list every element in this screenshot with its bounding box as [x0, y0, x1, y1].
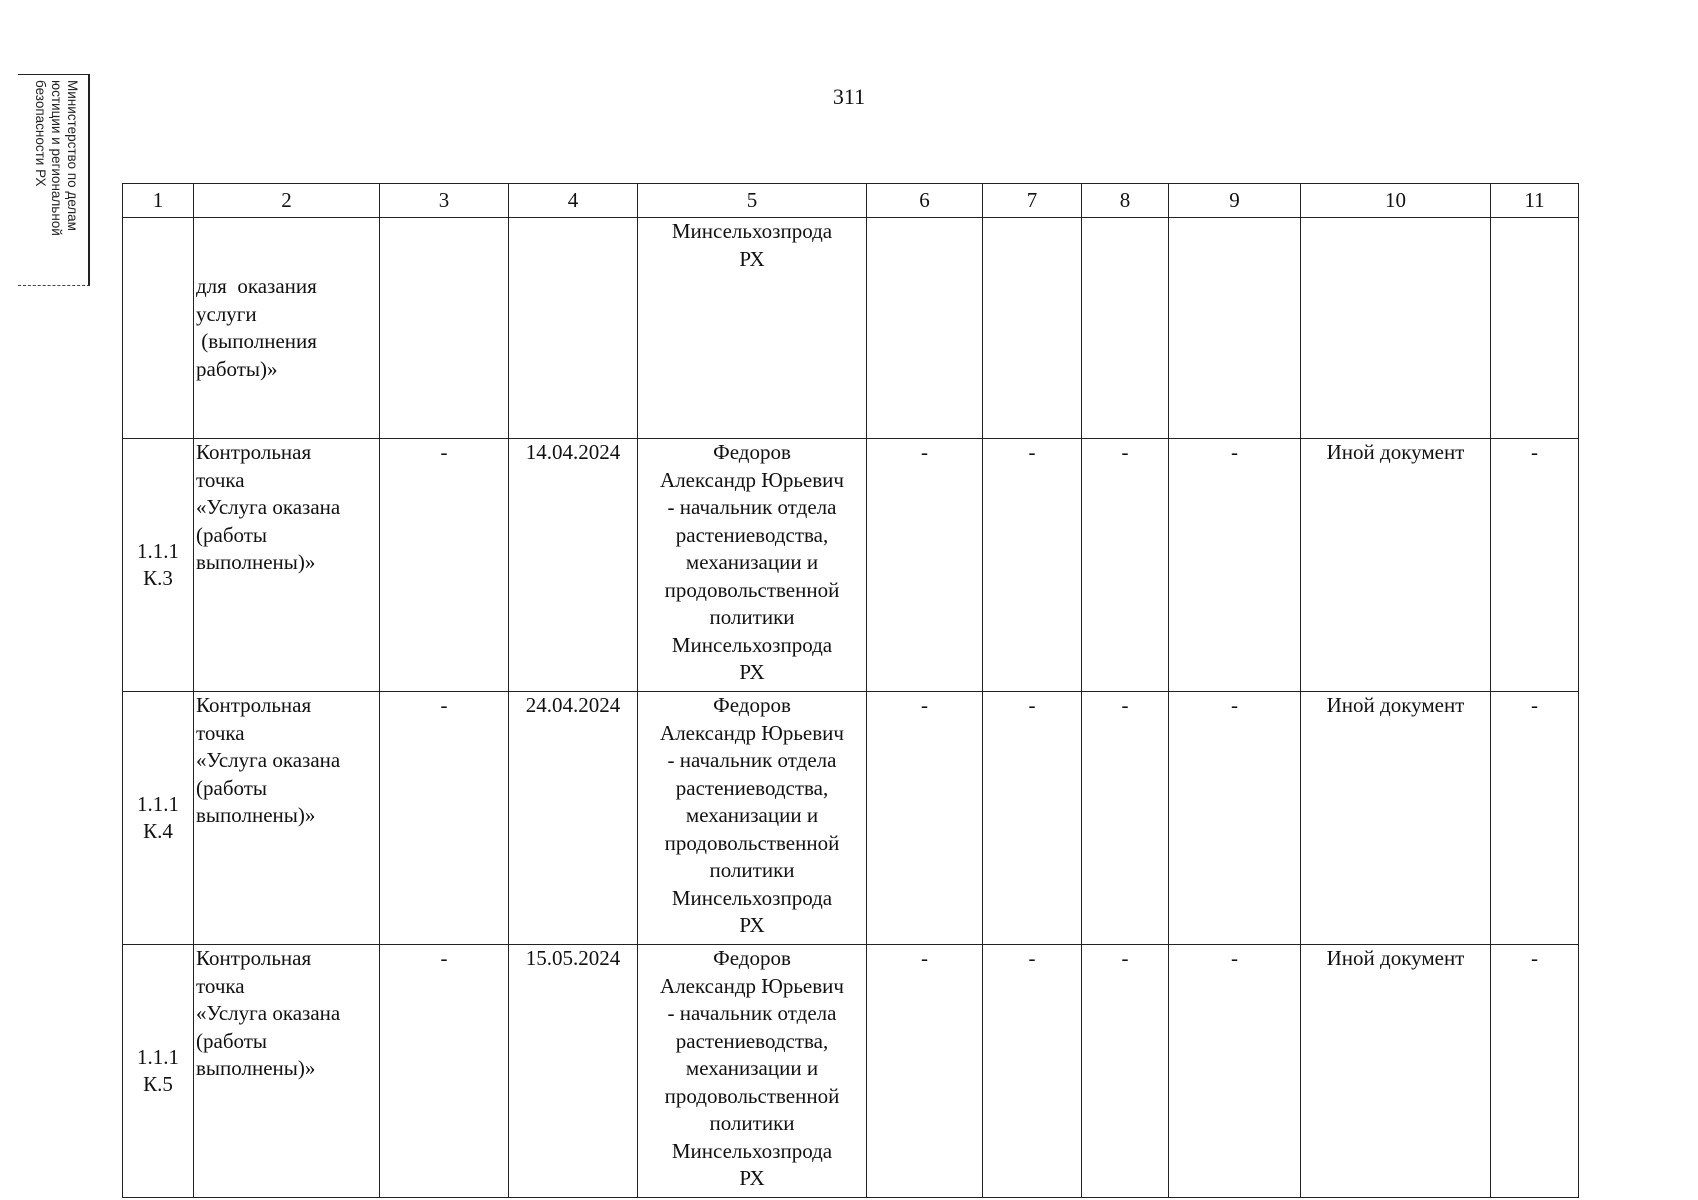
text-line: 1.1.1	[137, 1044, 179, 1069]
text-line: (работы	[196, 1028, 268, 1053]
cell	[1169, 218, 1301, 439]
cell: -	[867, 692, 983, 945]
text-line: «Услуга оказана	[196, 1001, 341, 1025]
text-line: механизации и	[685, 803, 819, 827]
text-line: продовольственной	[664, 577, 840, 602]
stamp-text	[32, 80, 80, 236]
text-line: (работы	[196, 775, 268, 800]
cell	[509, 218, 638, 439]
header-row	[123, 184, 1579, 218]
cell: -	[1491, 945, 1579, 1198]
cell	[983, 218, 1082, 439]
document-cell: Иной документ	[1301, 945, 1491, 1198]
cell: -	[1491, 692, 1579, 945]
text-line: - начальник отдела	[667, 495, 837, 519]
cell: -	[983, 439, 1082, 692]
text-line: механизации и	[685, 1056, 819, 1080]
text-line: механизации и	[685, 550, 819, 574]
text-line: растениеводства,	[675, 775, 829, 800]
page-number: 311	[832, 84, 866, 109]
cell: -	[983, 692, 1082, 945]
responsible-cell	[638, 945, 867, 1198]
text-line: К.3	[143, 566, 173, 590]
text-line: Федоров	[713, 693, 791, 717]
text-line: продовольственной	[664, 1083, 840, 1108]
text-line: точка	[196, 467, 245, 492]
id-cell	[123, 439, 194, 692]
header-cell: 6	[867, 184, 983, 218]
cell: -	[983, 945, 1082, 1198]
text-line: 1.1.1	[137, 791, 179, 816]
name-cell	[194, 692, 380, 945]
text-line: Минсельхозпрода	[671, 1138, 833, 1163]
table-row	[123, 945, 1579, 1198]
id-cell	[123, 945, 194, 1198]
text-line: для оказания	[196, 274, 317, 298]
text-line: К.5	[143, 1072, 173, 1096]
control-points-table	[122, 183, 1579, 1198]
text-line: «Услуга оказана	[196, 495, 341, 519]
stamp-line: безопасности РХ	[33, 80, 48, 187]
name-cell	[194, 945, 380, 1198]
text-line: Александр Юрьевич	[660, 973, 844, 998]
name-cell	[194, 218, 380, 439]
text-line: растениеводства,	[675, 1028, 829, 1053]
text-line: РХ	[739, 913, 765, 937]
text-line: Минсельхозпрода	[671, 219, 833, 243]
text-line: выполнены)»	[196, 1056, 316, 1080]
text-line: Минсельхозпрода	[671, 632, 833, 657]
cell	[1491, 218, 1579, 439]
stamp-line: юстиции и региональной	[49, 80, 64, 236]
text-line: Минсельхозпрода	[671, 885, 833, 910]
cell	[1082, 218, 1169, 439]
text-line: - начальник отдела	[667, 1001, 837, 1025]
header-cell: 1	[123, 184, 194, 218]
text-line: Александр Юрьевич	[660, 720, 844, 745]
text-line: (выполнения	[196, 329, 317, 353]
cell: -	[1169, 692, 1301, 945]
header-cell: 7	[983, 184, 1082, 218]
text-line: «Услуга оказана	[196, 748, 341, 772]
cell	[380, 218, 509, 439]
responsible-cell	[638, 439, 867, 692]
text-line: точка	[196, 720, 245, 745]
continuation-row	[123, 218, 1579, 439]
text-line: Контрольная	[196, 440, 312, 464]
name-cell	[194, 439, 380, 692]
header-cell: 9	[1169, 184, 1301, 218]
text-line: 1.1.1	[137, 538, 179, 563]
text-line: Александр Юрьевич	[660, 467, 844, 492]
text-line: продовольственной	[664, 830, 840, 855]
text-line: Контрольная	[196, 693, 312, 717]
stamp-line: Министерство по делам	[65, 80, 80, 231]
cell: -	[1169, 945, 1301, 1198]
header-cell: 4	[509, 184, 638, 218]
text-line: Федоров	[713, 440, 791, 464]
text-line: услуги	[196, 301, 257, 326]
header-cell: 10	[1301, 184, 1491, 218]
table-row	[123, 439, 1579, 692]
header-cell: 5	[638, 184, 867, 218]
text-line: - начальник отдела	[667, 748, 837, 772]
text-line: точка	[196, 973, 245, 998]
cell: -	[380, 439, 509, 692]
document-cell: Иной документ	[1301, 439, 1491, 692]
header-cell: 11	[1491, 184, 1579, 218]
header-cell: 2	[194, 184, 380, 218]
cell: -	[1082, 439, 1169, 692]
text-line: К.4	[143, 819, 173, 843]
header-cell: 8	[1082, 184, 1169, 218]
table-row	[123, 692, 1579, 945]
header-cell: 3	[380, 184, 509, 218]
date-cell: 24.04.2024	[509, 692, 638, 945]
id-cell	[123, 218, 194, 439]
text-line: РХ	[739, 660, 765, 684]
cell	[867, 218, 983, 439]
cell	[1301, 218, 1491, 439]
text-line: РХ	[739, 1166, 765, 1190]
text-line: Федоров	[713, 946, 791, 970]
text-line: Контрольная	[196, 946, 312, 970]
document-cell: Иной документ	[1301, 692, 1491, 945]
text-line: выполнены)»	[196, 803, 316, 827]
date-cell: 14.04.2024	[509, 439, 638, 692]
text-line: работы)»	[196, 356, 278, 381]
responsible-cell	[638, 218, 867, 439]
responsible-cell	[638, 692, 867, 945]
text-line: (работы	[196, 522, 268, 547]
text-line: РХ	[739, 246, 765, 271]
cell: -	[867, 439, 983, 692]
cell: -	[1169, 439, 1301, 692]
cell: -	[1082, 692, 1169, 945]
text-line: политики	[709, 605, 795, 629]
cell: -	[867, 945, 983, 1198]
text-line: политики	[709, 1111, 795, 1135]
cell: -	[1082, 945, 1169, 1198]
text-line: выполнены)»	[196, 550, 316, 574]
cell: -	[1491, 439, 1579, 692]
date-cell: 15.05.2024	[509, 945, 638, 1198]
cell: -	[380, 692, 509, 945]
text-line: растениеводства,	[675, 522, 829, 547]
id-cell	[123, 692, 194, 945]
text-line: политики	[709, 858, 795, 882]
cell: -	[380, 945, 509, 1198]
